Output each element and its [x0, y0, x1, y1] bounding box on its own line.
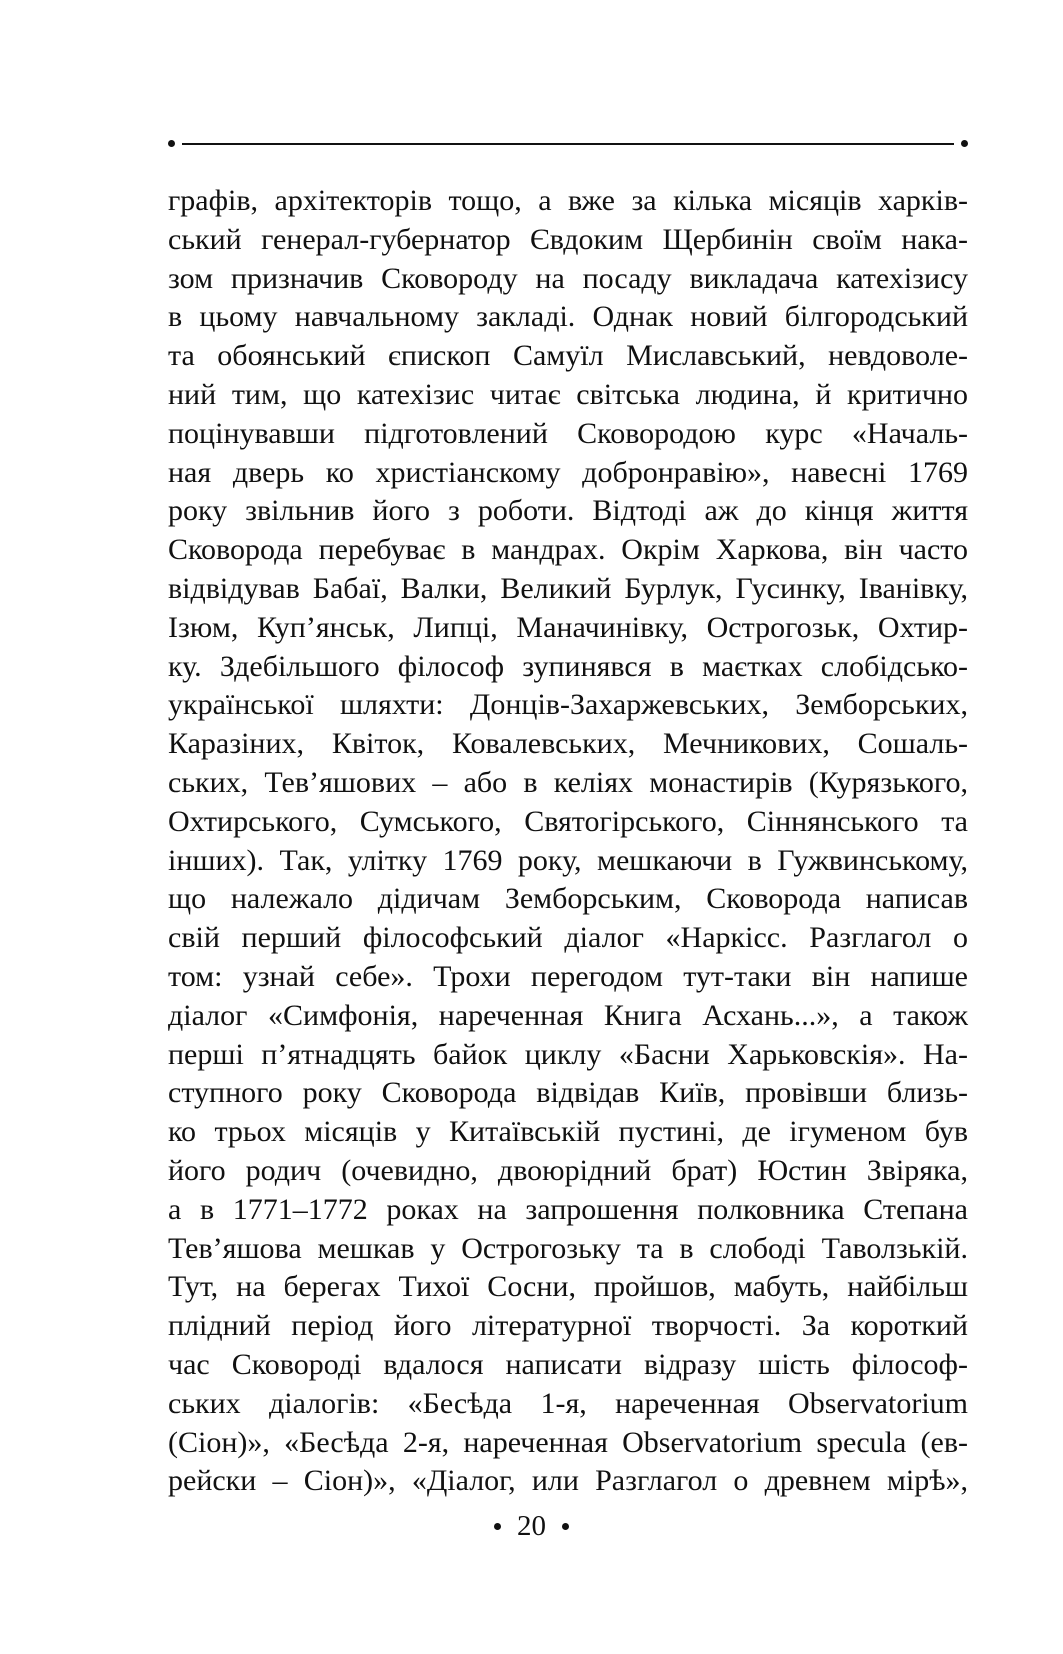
- text-line: час Сковороді вдалося написати відразу шість філософ-: [168, 1347, 968, 1381]
- text-line: ко трьох місяців у Китаївській пустині, де ігуменом був: [168, 1115, 968, 1149]
- text-line: в цьому навчальному закладі. Однак новий білгородський: [168, 300, 968, 334]
- text-line: його родич (очевидно, двоюрідний брат) Юстин Звіряка,: [168, 1153, 968, 1187]
- bullet-left-icon: [494, 1523, 501, 1530]
- header-rule-right-dot: [961, 140, 968, 147]
- header-rule: [168, 138, 968, 150]
- page-number-footer: [0, 1508, 1063, 1544]
- text-line: том: узнай себе». Трохи перегодом тут-таки він напише: [168, 959, 968, 993]
- text-line: Охтирського, Сумського, Святогірського, Сіннянського та: [168, 804, 968, 838]
- text-line: та обоянський єпископ Самуїл Миславський, невдоволе-: [168, 339, 968, 373]
- header-rule-left-dot: [168, 140, 175, 147]
- text-line: поцінувавши підготовлений Сковородою курс «Началь-: [168, 416, 968, 450]
- text-line: Тев’яшова мешкав у Острогозьку та в слободі Таволзькій.: [168, 1231, 968, 1265]
- text-line: рейски – Сіон)», «Діалог, или Разглагол о древнем мірѣ»,: [168, 1464, 968, 1498]
- text-line: Сковорода перебуває в мандрах. Окрім Харкова, він часто: [168, 533, 968, 567]
- text-line: перші п’ятнадцять байок циклу «Басни Харьковскія». На-: [168, 1037, 968, 1071]
- text-line: графів, архітекторів тощо, а вже за кілька місяців харків-: [168, 184, 968, 217]
- text-line: плідний період його літературної творчості. За короткий: [168, 1309, 968, 1343]
- text-line: діалог «Симфонія, нареченная Книга Асхань...», а також: [168, 998, 968, 1032]
- text-line: Тут, на берегах Тихої Сосни, пройшов, мабуть, найбільш: [168, 1270, 968, 1304]
- text-line: ських, Тев’яшових – або в келіях монастирів (Курязького,: [168, 765, 968, 799]
- text-line: ський генерал-губернатор Євдоким Щербинін своїм нака-: [168, 222, 968, 256]
- text-line: Ізюм, Куп’янськ, Липці, Маначинівку, Острогозьк, Охтир-: [168, 610, 968, 644]
- text-line: ная дверь ко христіанскому добронравію», навесні 1769: [168, 455, 968, 489]
- text-line: відвідував Бабаї, Валки, Великий Бурлук, Гусинку, Іванівку,: [168, 571, 968, 605]
- text-line: української шляхти: Донців-Захаржевських, Земборських,: [168, 688, 968, 722]
- text-line: що належало дідичам Земборським, Сковорода написав: [168, 882, 968, 916]
- body-text: [168, 182, 968, 1501]
- header-rule-line: [182, 143, 954, 145]
- text-line: ний тим, що катехізис читає світська людина, й критично: [168, 377, 968, 411]
- text-line: а в 1771–1772 роках на запрошення полковника Степана: [168, 1192, 968, 1226]
- bullet-right-icon: [562, 1523, 569, 1530]
- text-line: ку. Здебільшого філософ зупинявся в маєтках слобідсько-: [168, 649, 968, 683]
- text-line: ських діалогів: «Бесѣда 1-я, нареченная Observatorium: [168, 1386, 968, 1420]
- text-line: ступного року Сковорода відвідав Київ, провівши близь-: [168, 1076, 968, 1110]
- text-line: Каразіних, Квіток, Ковалевських, Мечникових, Сошаль-: [168, 727, 968, 761]
- page-number: 20: [517, 1510, 546, 1542]
- text-line: (Сіон)», «Бесѣда 2-я, нареченная Observatorium specula (ев-: [168, 1425, 968, 1459]
- text-line: зом призначив Сковороду на посаду викладача катехізису: [168, 261, 968, 295]
- text-line: свій перший філософський діалог «Наркісс. Разглагол о: [168, 921, 968, 955]
- text-line: року звільнив його з роботи. Відтоді аж до кінця життя: [168, 494, 968, 528]
- text-line: інших). Так, улітку 1769 року, мешкаючи в Гужвинському,: [168, 843, 968, 877]
